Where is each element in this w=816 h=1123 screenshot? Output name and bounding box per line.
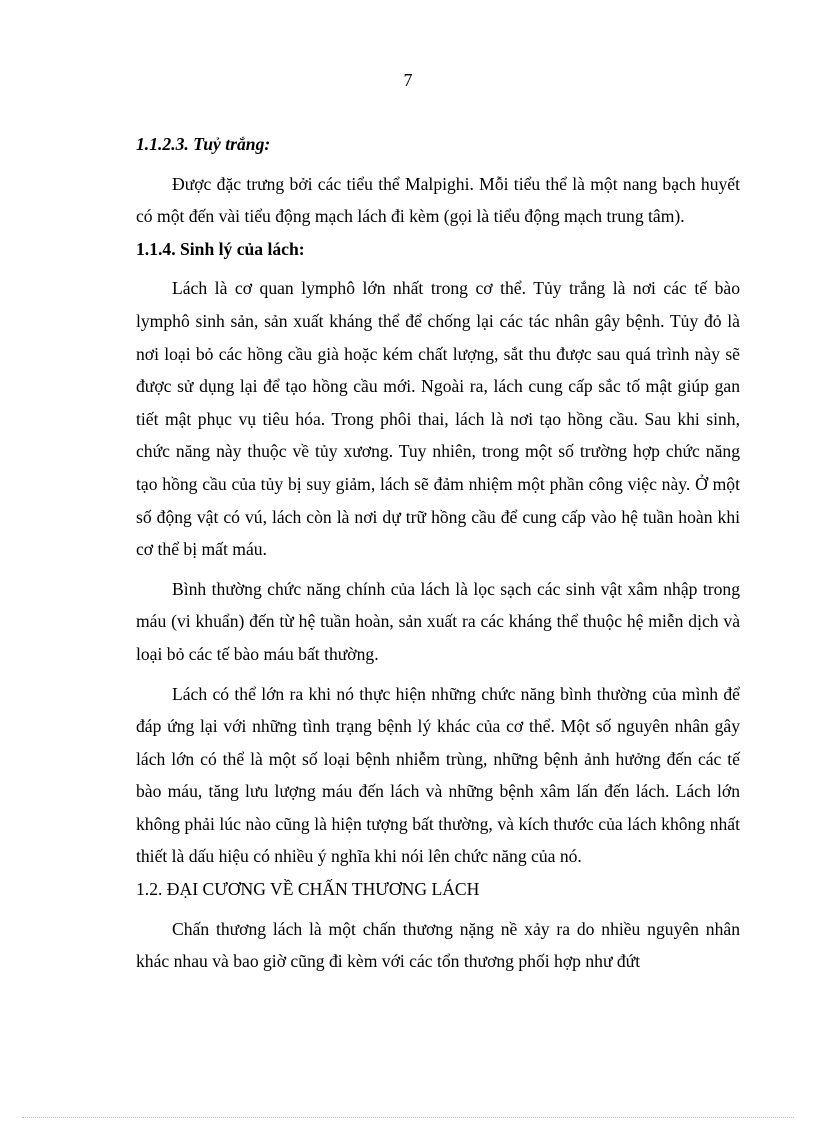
paragraph-sinh-ly-3: Lách có thể lớn ra khi nó thực hiện những chức năng bình thường của mình để đáp ứng lại với những tình trạng bệnh lý khác của cơ thể. Một số nguyên nhân gây lách lớn có thể là một số loại bệnh nhiễm trùng, những bệnh ảnh hưởng đến các tế bào máu, tăng lưu lượng máu đến lách và những bệnh xâm lấn đến lách. Lách lớn không phải lúc nào cũng là hiện tượng bất thường, và kích thước của lách không nhất thiết là dấu hiệu có nhiều ý nghĩa khi nói lên chức năng của nó.	[136, 683, 740, 867]
page-bottom-divider	[22, 1117, 794, 1118]
section-heading-sinh-ly: 1.1.4. Sinh lý của lách:	[136, 238, 305, 259]
paragraph-sinh-ly-1: Lách là cơ quan lymphô lớn nhất trong cơ thể. Tủy trắng là nơi các tế bào lymphô sinh sản, sản xuất kháng thể để chống lại các tác nhân gây bệnh. Tủy đỏ là nơi loại bỏ các hồng cầu già hoặc kém chất lượng, sắt thu được sau quá trình này sẽ được sử dụng lại để tạo hồng cầu mới. Ngoài ra, lách cung cấp sắc tố mật giúp gan tiết mật phục vụ tiêu hóa. Trong phôi thai, lách là nơi tạo hồng cầu. Sau khi sinh, chức năng này thuộc về tủy xương. Tuy nhiên, trong một số trường hợp chức năng tạo hồng cầu của tủy bị suy giảm, lách sẽ đảm nhiệm một phần công việc này. Ở một số động vật có vú, lách còn là nơi dự trữ hồng cầu để cung cấp vào hệ tuần hoàn khi cơ thể bị mất máu.	[136, 278, 740, 560]
paragraph-chan-thuong-lach: Chấn thương lách là một chấn thương nặng nề xảy ra do nhiều nguyên nhân khác nhau và bao giờ cũng đi kèm với các tổn thương phối hợp như đứt	[136, 918, 740, 972]
section-heading-chan-thuong-lach: 1.2. ĐẠI CƯƠNG VỀ CHẤN THƯƠNG LÁCH	[136, 879, 480, 900]
section-heading-tuy-trang: 1.1.2.3. Tuỷ trắng:	[136, 134, 271, 154]
paragraph-sinh-ly-2: Bình thường chức năng chính của lách là lọc sạch các sinh vật xâm nhập trong máu (vi khuẩn) đến từ hệ tuần hoàn, sản xuất ra các kháng thể thuộc hệ miễn dịch và loại bỏ các tế bào máu bất thường.	[136, 578, 740, 664]
paragraph-tuy-trang: Được đặc trưng bởi các tiểu thể Malpighi. Mỗi tiểu thể là một nang bạch huyết có một đến vài tiểu động mạch lách đi kèm (gọi là tiểu động mạch trung tâm).	[136, 173, 740, 227]
document-body	[136, 128, 740, 985]
page-number: 7	[403, 70, 413, 90]
